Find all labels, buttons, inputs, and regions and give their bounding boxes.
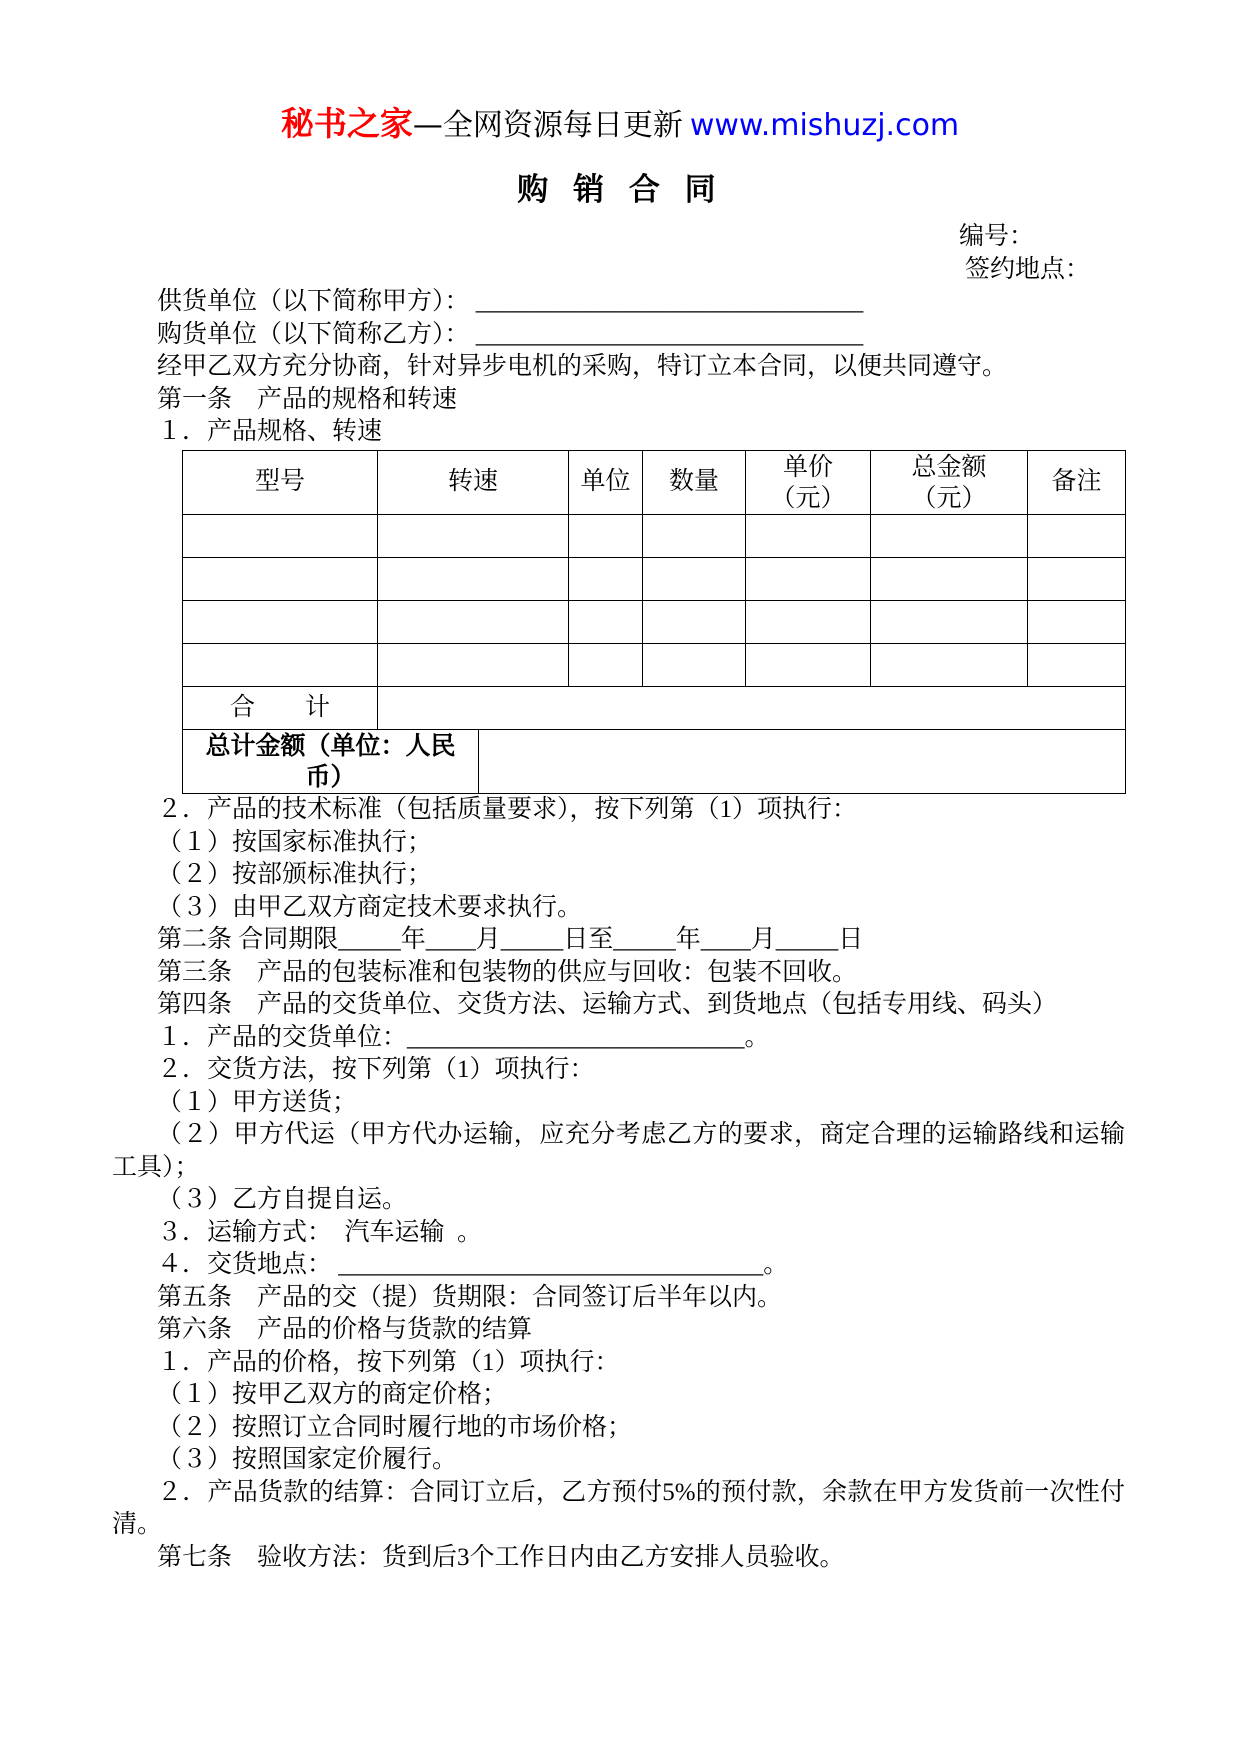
- article1-standard-option: （３）由甲乙双方商定技术要求执行。: [157, 893, 583, 921]
- table-cell: [643, 601, 746, 644]
- article1-spec-heading: １．产品规格、转速: [157, 418, 383, 445]
- header-label-unit-price-currency: （元）: [770, 484, 846, 512]
- table-cell: [1028, 558, 1126, 601]
- header-cell-remarks: [1028, 451, 1126, 515]
- article5-delivery-term: 第五条 产品的交（提）货期限：合同签订后半年以内。: [157, 1283, 783, 1311]
- table-cell: [378, 601, 569, 644]
- site-url: www.mishuzj.com: [689, 108, 960, 143]
- table-cell: [643, 558, 746, 601]
- table-cell: [378, 558, 569, 601]
- header-cell-model: [183, 451, 378, 515]
- article3-packaging: 第三条 产品的包装标准和包装物的供应与回收：包装不回收。: [157, 958, 858, 986]
- article4-method-heading: ２．交货方法，按下列第（1）项执行：: [157, 1056, 595, 1083]
- article4-transport: ３．运输方式： 汽车运输 。: [157, 1218, 483, 1246]
- subtotal-row: [183, 687, 1126, 730]
- article1-standard-heading: ２．产品的技术标准（包括质量要求），按下列第（1）项执行：: [157, 796, 858, 823]
- table-cell: [569, 515, 643, 558]
- header-label-total-amount-currency: （元）: [911, 484, 987, 512]
- header-cell-speed: [378, 451, 569, 515]
- header-label-total-amount: 总金额: [911, 453, 987, 481]
- article6-price-heading: １．产品的价格，按下列第（1）项执行：: [157, 1348, 620, 1376]
- table-cell: [378, 515, 569, 558]
- table-cell: [183, 601, 378, 644]
- article6-price-option: （２）按照订立合同时履行地的市场价格；: [157, 1413, 633, 1441]
- article1-heading: 第一条 产品的规格和转速: [157, 385, 458, 413]
- table-cell: [746, 515, 871, 558]
- table-cell: [746, 601, 871, 644]
- site-tagline: —全网资源每日更新: [412, 108, 683, 143]
- article2-contract-period: 第二条 合同期限_____年____月_____日至_____年____月_____日: [157, 926, 864, 953]
- header-label-unit-price: 单价: [783, 453, 834, 481]
- table-cell: [746, 558, 871, 601]
- article4-delivery-place: ４．交货地点： __________________________________。: [157, 1251, 789, 1278]
- header-label-speed: 转速: [448, 468, 499, 496]
- contract-number-label: 编号：: [959, 223, 1035, 250]
- contract-body: [112, 221, 1125, 1574]
- table-cell: [746, 644, 871, 687]
- article4-delivery-unit: １．产品的交货单位：___________________________。: [157, 1023, 770, 1051]
- header-cell-quantity: [643, 451, 746, 515]
- buyer-line: 购货单位（以下简称乙方）： _______________________________: [157, 320, 864, 348]
- article1-standard-option: （２）按部颁标准执行；: [157, 861, 433, 888]
- grand-total-label: 总计金额（单位：人民币）: [205, 732, 456, 791]
- table-row: [183, 644, 1126, 687]
- table-cell: [871, 644, 1028, 687]
- table-header-row: [183, 451, 1126, 515]
- table-cell: [1028, 644, 1126, 687]
- site-header: [0, 104, 1240, 144]
- article6-price-option: （３）按照国家定价履行。: [157, 1446, 458, 1473]
- table-cell: [569, 558, 643, 601]
- table-cell: [871, 601, 1028, 644]
- table-cell: [1028, 601, 1126, 644]
- table-cell: [871, 515, 1028, 558]
- table-cell: [569, 601, 643, 644]
- table-row: [183, 601, 1126, 644]
- article4-method-option: （３）乙方自提自运。: [157, 1186, 408, 1213]
- article6-heading: 第六条 产品的价格与货款的结算: [157, 1316, 533, 1343]
- grand-total-value-cell: [479, 730, 1126, 794]
- table-cell: [183, 644, 378, 687]
- table-cell: [569, 644, 643, 687]
- table-cell: [643, 644, 746, 687]
- table-row: [183, 558, 1126, 601]
- header-cell-unit-price: [746, 451, 871, 515]
- signing-place-label: 签约地点：: [965, 255, 1091, 283]
- site-brand: 秘书之家: [280, 104, 413, 143]
- table-cell: [871, 558, 1028, 601]
- subtotal-label-cell: [183, 687, 378, 730]
- subtotal-value-cell: [378, 687, 1126, 730]
- grand-total-row: [183, 730, 1126, 794]
- header-cell-unit: [569, 451, 643, 515]
- header-label-quantity: 数量: [669, 468, 720, 496]
- article4-method-option: （２）甲方代运（甲方代办运输，应充分考虑乙方的要求，商定合理的运输路线和运输工具）；: [112, 1121, 1125, 1181]
- header-cell-total-amount: [871, 451, 1028, 515]
- table-cell: [1028, 515, 1126, 558]
- grand-total-label-cell: [183, 730, 479, 794]
- table-cell: [183, 515, 378, 558]
- table-cell: [643, 515, 746, 558]
- article1-standard-option: （１）按国家标准执行；: [157, 828, 433, 856]
- article4-method-option: （１）甲方送货；: [157, 1088, 358, 1116]
- article6-settlement: ２．产品货款的结算：合同订立后，乙方预付5%的预付款，余款在甲方发货前一次性付清。: [112, 1478, 1125, 1538]
- supplier-line: 供货单位（以下简称甲方）： _______________________________: [157, 288, 864, 315]
- table-cell: [378, 644, 569, 687]
- table-cell: [183, 558, 378, 601]
- header-label-remarks: 备注: [1051, 468, 1102, 496]
- intro-paragraph: 经甲乙双方充分协商，针对异步电机的采购，特订立本合同，以便共同遵守。: [157, 353, 1008, 380]
- spec-table: [182, 450, 1126, 794]
- article6-price-option: （１）按甲乙双方的商定价格；: [157, 1381, 508, 1408]
- subtotal-label: 合 计: [229, 693, 330, 721]
- article4-heading: 第四条 产品的交货单位、交货方法、运输方式、到货地点（包括专用线、码头）: [157, 991, 1058, 1018]
- contract-title: 购 销 合 同: [517, 172, 723, 208]
- header-label-unit: 单位: [580, 468, 631, 496]
- table-row: [183, 515, 1126, 558]
- header-label-model: 型号: [254, 468, 305, 496]
- article7-acceptance: 第七条 验收方法：货到后3个工作日内由乙方安排人员验收。: [157, 1543, 845, 1571]
